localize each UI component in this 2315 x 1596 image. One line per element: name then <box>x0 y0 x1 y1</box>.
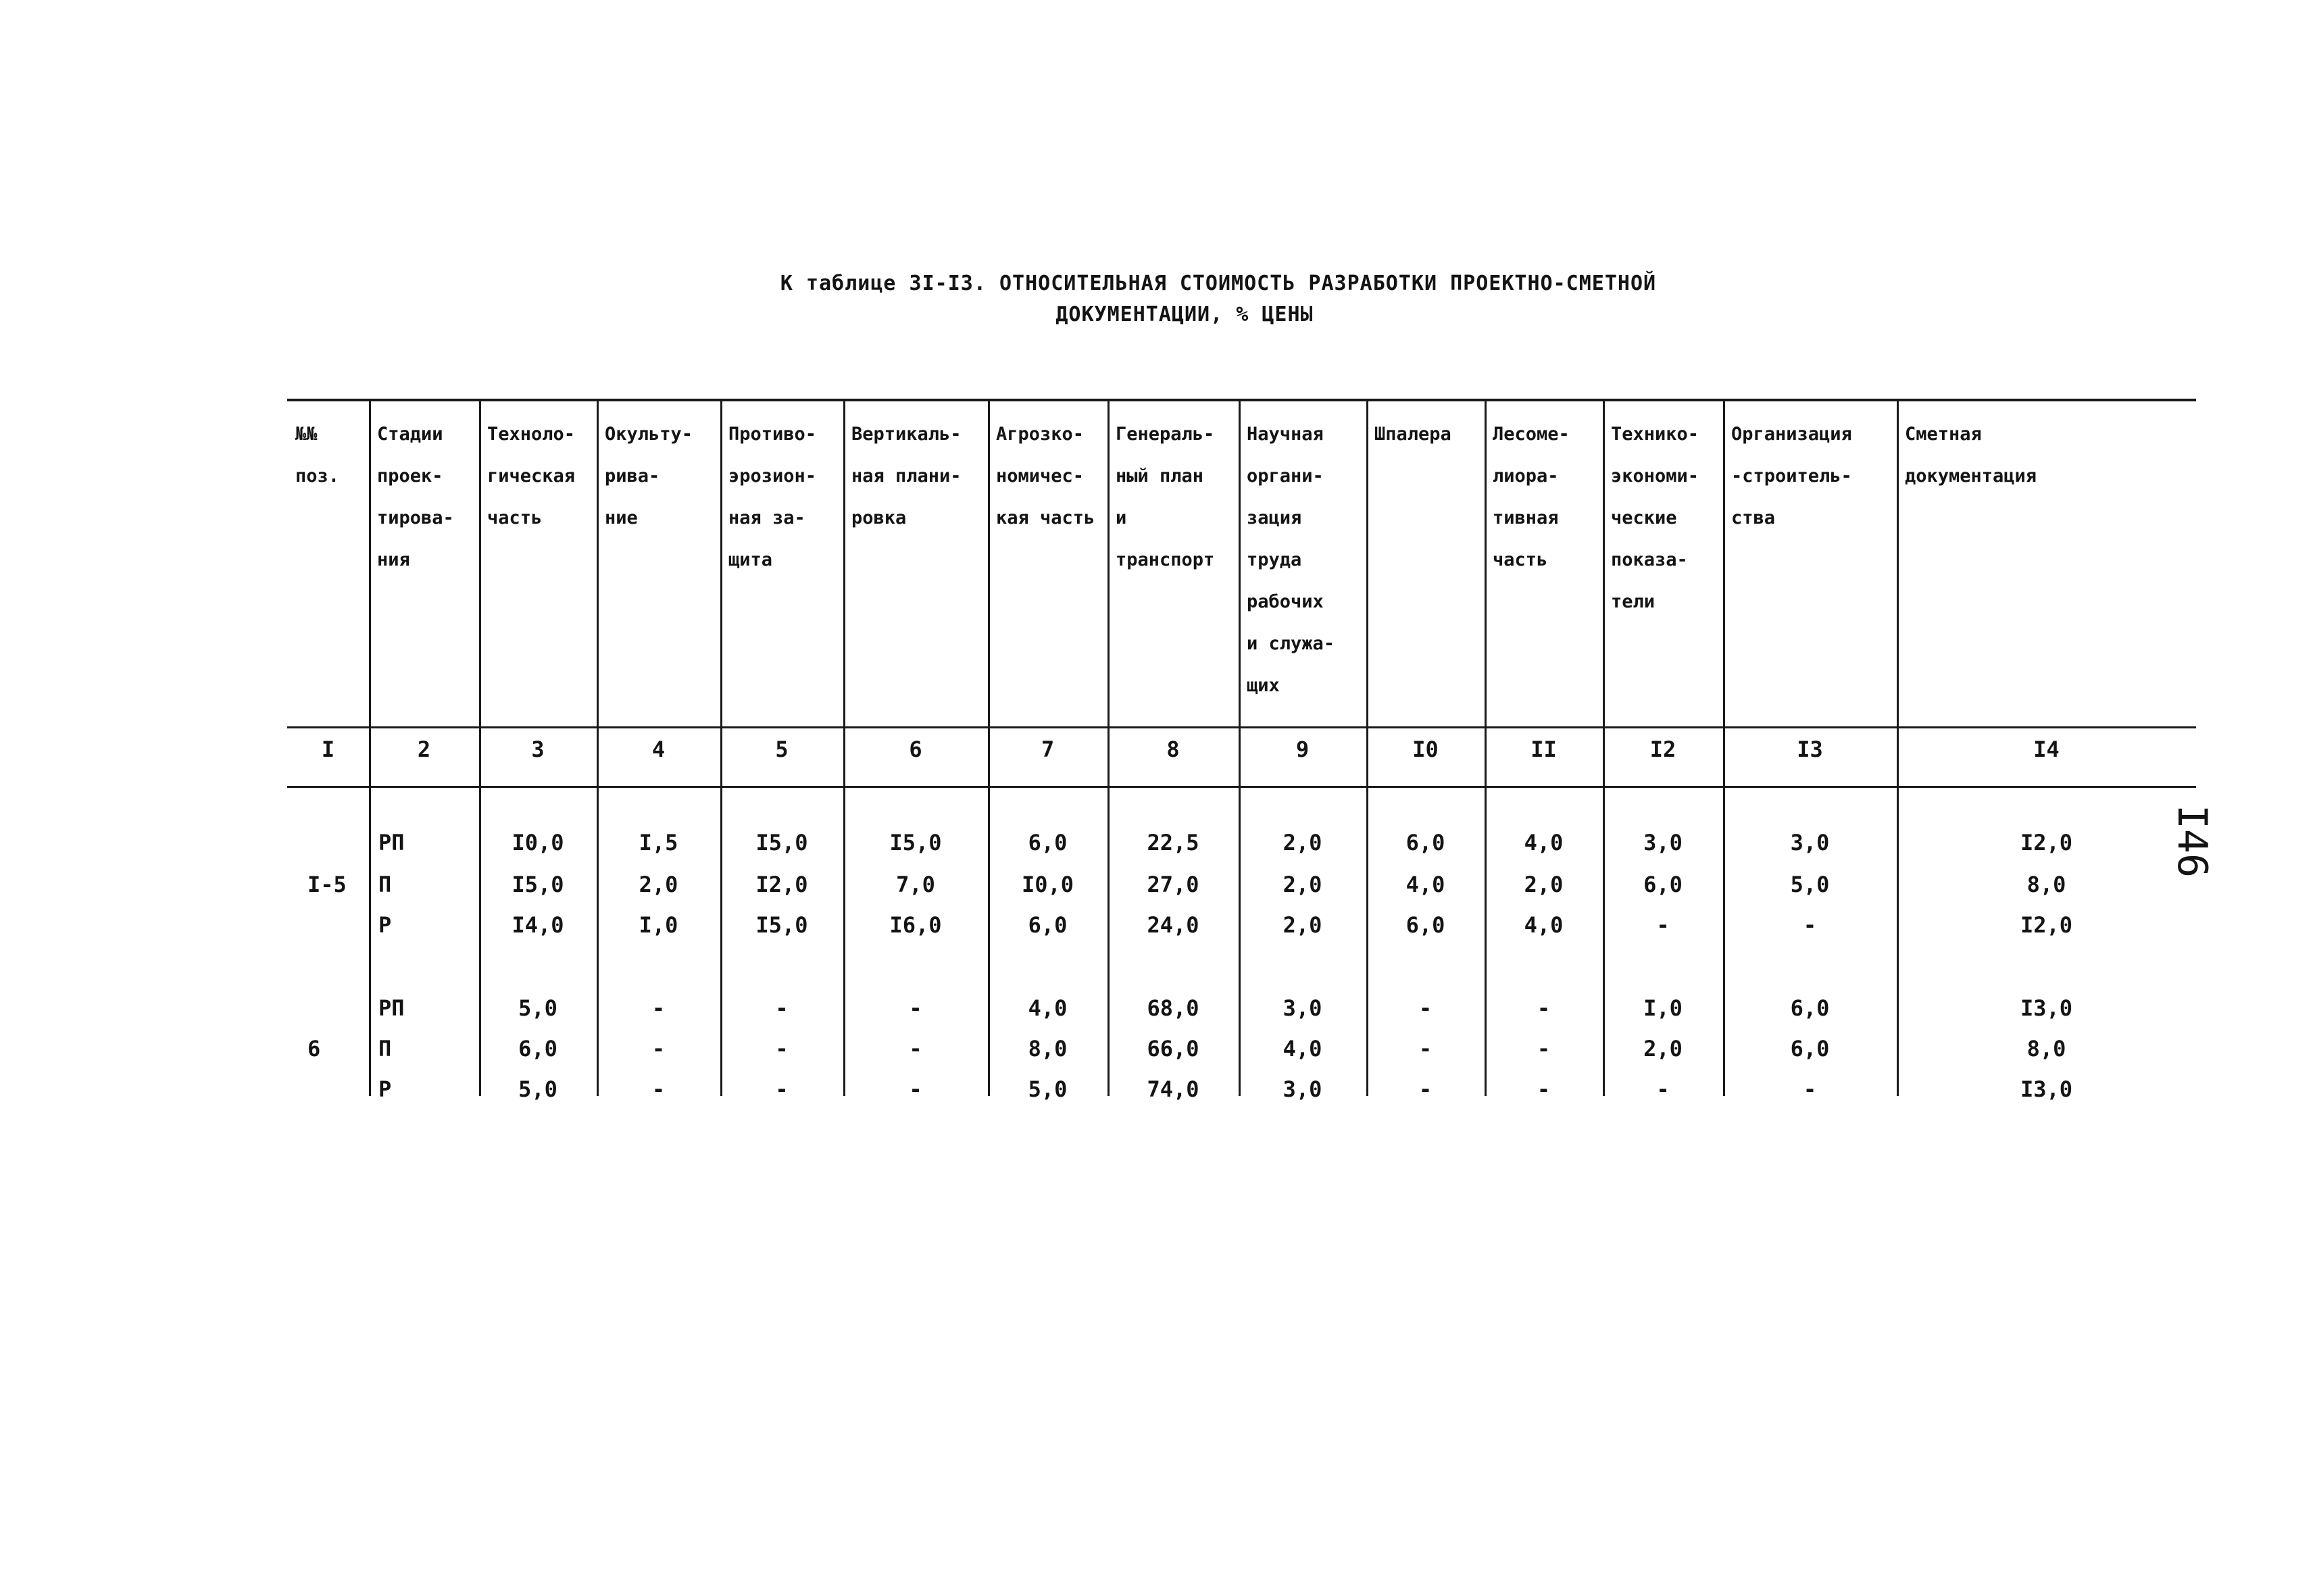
stage-cell: Р <box>378 912 392 938</box>
value-cell: 68,0 <box>1147 995 1199 1021</box>
value-cell: 2,0 <box>1283 872 1322 897</box>
value-cell: I5,0 <box>755 912 808 938</box>
value-cell: - <box>775 1036 789 1062</box>
value-cell: I,5 <box>639 830 678 855</box>
value-cell: 5,0 <box>518 1076 557 1102</box>
value-cell: 6,0 <box>1405 912 1445 938</box>
document-title-line1: К таблице 3I-I3. ОТНОСИТЕЛЬНАЯ СТОИМОСТЬ РАЗРАБОТКИ ПРОЕКТНО-СМЕТНОЙ <box>780 272 1657 295</box>
value-cell: - <box>909 995 922 1021</box>
value-cell: 7,0 <box>896 872 935 897</box>
value-cell: I6,0 <box>889 912 942 938</box>
column-header: Генераль- ный план и транспорт <box>1116 424 1215 570</box>
value-cell: - <box>1418 995 1433 1021</box>
value-cell: - <box>1803 912 1817 938</box>
value-cell: 3,0 <box>1283 995 1322 1021</box>
value-cell: - <box>1418 1076 1433 1102</box>
value-cell: - <box>775 1076 789 1102</box>
value-cell: 27,0 <box>1147 872 1199 897</box>
value-cell: - <box>909 1076 922 1102</box>
value-cell: I2,0 <box>2020 912 2073 938</box>
value-cell: 4,0 <box>1283 1036 1322 1062</box>
value-cell: I2,0 <box>2020 830 2073 855</box>
value-cell: 22,5 <box>1147 830 1199 855</box>
column-header: Сметная документация <box>1905 424 2037 487</box>
value-cell: 5,0 <box>1028 1076 1068 1102</box>
column-header: №№ поз. <box>295 424 340 487</box>
value-cell: - <box>651 995 666 1021</box>
column-number: I0 <box>1412 737 1439 762</box>
column-header: Технико- экономи- ческие показа- тели <box>1611 424 1699 612</box>
column-number: I4 <box>2033 737 2060 762</box>
column-number: 7 <box>1041 737 1055 762</box>
value-cell: I0,0 <box>512 830 564 855</box>
value-cell: I5,0 <box>512 872 564 897</box>
value-cell: 3,0 <box>1643 830 1683 855</box>
position-cell: 6 <box>307 1036 321 1062</box>
value-cell: - <box>651 1076 666 1102</box>
value-cell: 8,0 <box>2026 1036 2066 1062</box>
column-header: Стадии проек- тирова- ния <box>377 424 454 570</box>
value-cell: 4,0 <box>1524 830 1564 855</box>
value-cell: 6,0 <box>1028 830 1068 855</box>
column-header: Противо- эрозион- ная за- щита <box>728 424 817 570</box>
value-cell: 6,0 <box>1405 830 1445 855</box>
value-cell: - <box>651 1036 666 1062</box>
column-number: 3 <box>531 737 545 762</box>
value-cell: 8,0 <box>1028 1036 1068 1062</box>
value-cell: I5,0 <box>755 830 808 855</box>
column-number: I2 <box>1649 737 1676 762</box>
value-cell: 4,0 <box>1524 912 1564 938</box>
value-cell: - <box>775 995 789 1021</box>
value-cell: - <box>909 1036 922 1062</box>
value-cell: I0,0 <box>1021 872 1074 897</box>
value-cell: - <box>1537 1076 1551 1102</box>
value-cell: 5,0 <box>518 995 557 1021</box>
value-cell: - <box>1537 1036 1551 1062</box>
value-cell: I,0 <box>1643 995 1683 1021</box>
value-cell: 6,0 <box>1643 872 1683 897</box>
value-cell: - <box>1656 912 1670 938</box>
value-cell: 5,0 <box>1790 872 1830 897</box>
column-header: Окульту- рива- ние <box>605 424 693 528</box>
column-number: 6 <box>909 737 922 762</box>
header-bottom-rule <box>287 726 2196 728</box>
column-number: 8 <box>1166 737 1180 762</box>
value-cell: 24,0 <box>1147 912 1199 938</box>
value-cell: I3,0 <box>2020 1076 2073 1102</box>
document-title-line2: ДОКУМЕНТАЦИИ, % ЦЕНЫ <box>1055 303 1314 326</box>
value-cell: 2,0 <box>1643 1036 1683 1062</box>
value-cell: 6,0 <box>518 1036 557 1062</box>
value-cell: - <box>1656 1076 1670 1102</box>
table-top-rule <box>287 399 2196 401</box>
value-cell: 4,0 <box>1405 872 1445 897</box>
value-cell: 2,0 <box>1283 830 1322 855</box>
value-cell: I2,0 <box>755 872 808 897</box>
value-cell: - <box>1803 1076 1817 1102</box>
value-cell: 6,0 <box>1790 1036 1830 1062</box>
value-cell: 6,0 <box>1790 995 1830 1021</box>
value-cell: 74,0 <box>1147 1076 1199 1102</box>
value-cell: 2,0 <box>639 872 678 897</box>
value-cell: 66,0 <box>1147 1036 1199 1062</box>
column-number: I3 <box>1797 737 1823 762</box>
value-cell: - <box>1418 1036 1433 1062</box>
column-header: Организация -строитель- ства <box>1731 424 1852 528</box>
stage-cell: П <box>378 872 392 897</box>
column-header: Шпалера <box>1374 424 1451 445</box>
value-cell: I3,0 <box>2020 995 2073 1021</box>
column-number: 9 <box>1295 737 1310 762</box>
value-cell: 8,0 <box>2026 872 2066 897</box>
page-number: I46 <box>2168 804 2216 878</box>
value-cell: I4,0 <box>512 912 564 938</box>
position-cell: I-5 <box>307 872 347 897</box>
value-cell: 4,0 <box>1028 995 1068 1021</box>
value-cell: I5,0 <box>889 830 942 855</box>
column-header: Агрозко- номичес- кая часть <box>996 424 1095 528</box>
stage-cell: РП <box>378 830 405 855</box>
numbers-bottom-rule <box>287 786 2196 788</box>
column-number: 2 <box>417 737 431 762</box>
column-header: Научная органи- зация труда рабочих и служа- щих <box>1247 424 1335 696</box>
stage-cell: Р <box>378 1076 392 1102</box>
value-cell: - <box>1537 995 1551 1021</box>
value-cell: I,0 <box>639 912 678 938</box>
stage-cell: РП <box>378 995 405 1021</box>
column-number: II <box>1530 737 1557 762</box>
column-number: 4 <box>651 737 666 762</box>
column-number: I <box>321 737 335 762</box>
column-number: 5 <box>775 737 789 762</box>
column-header: Лесоме- лиора- тивная часть <box>1493 424 1570 570</box>
column-header: Вертикаль- ная плани- ровка <box>851 424 962 528</box>
column-header: Техноло- гическая часть <box>487 424 576 528</box>
value-cell: 3,0 <box>1790 830 1830 855</box>
stage-cell: П <box>378 1036 392 1062</box>
value-cell: 2,0 <box>1283 912 1322 938</box>
value-cell: 6,0 <box>1028 912 1068 938</box>
value-cell: 2,0 <box>1524 872 1564 897</box>
value-cell: 3,0 <box>1283 1076 1322 1102</box>
